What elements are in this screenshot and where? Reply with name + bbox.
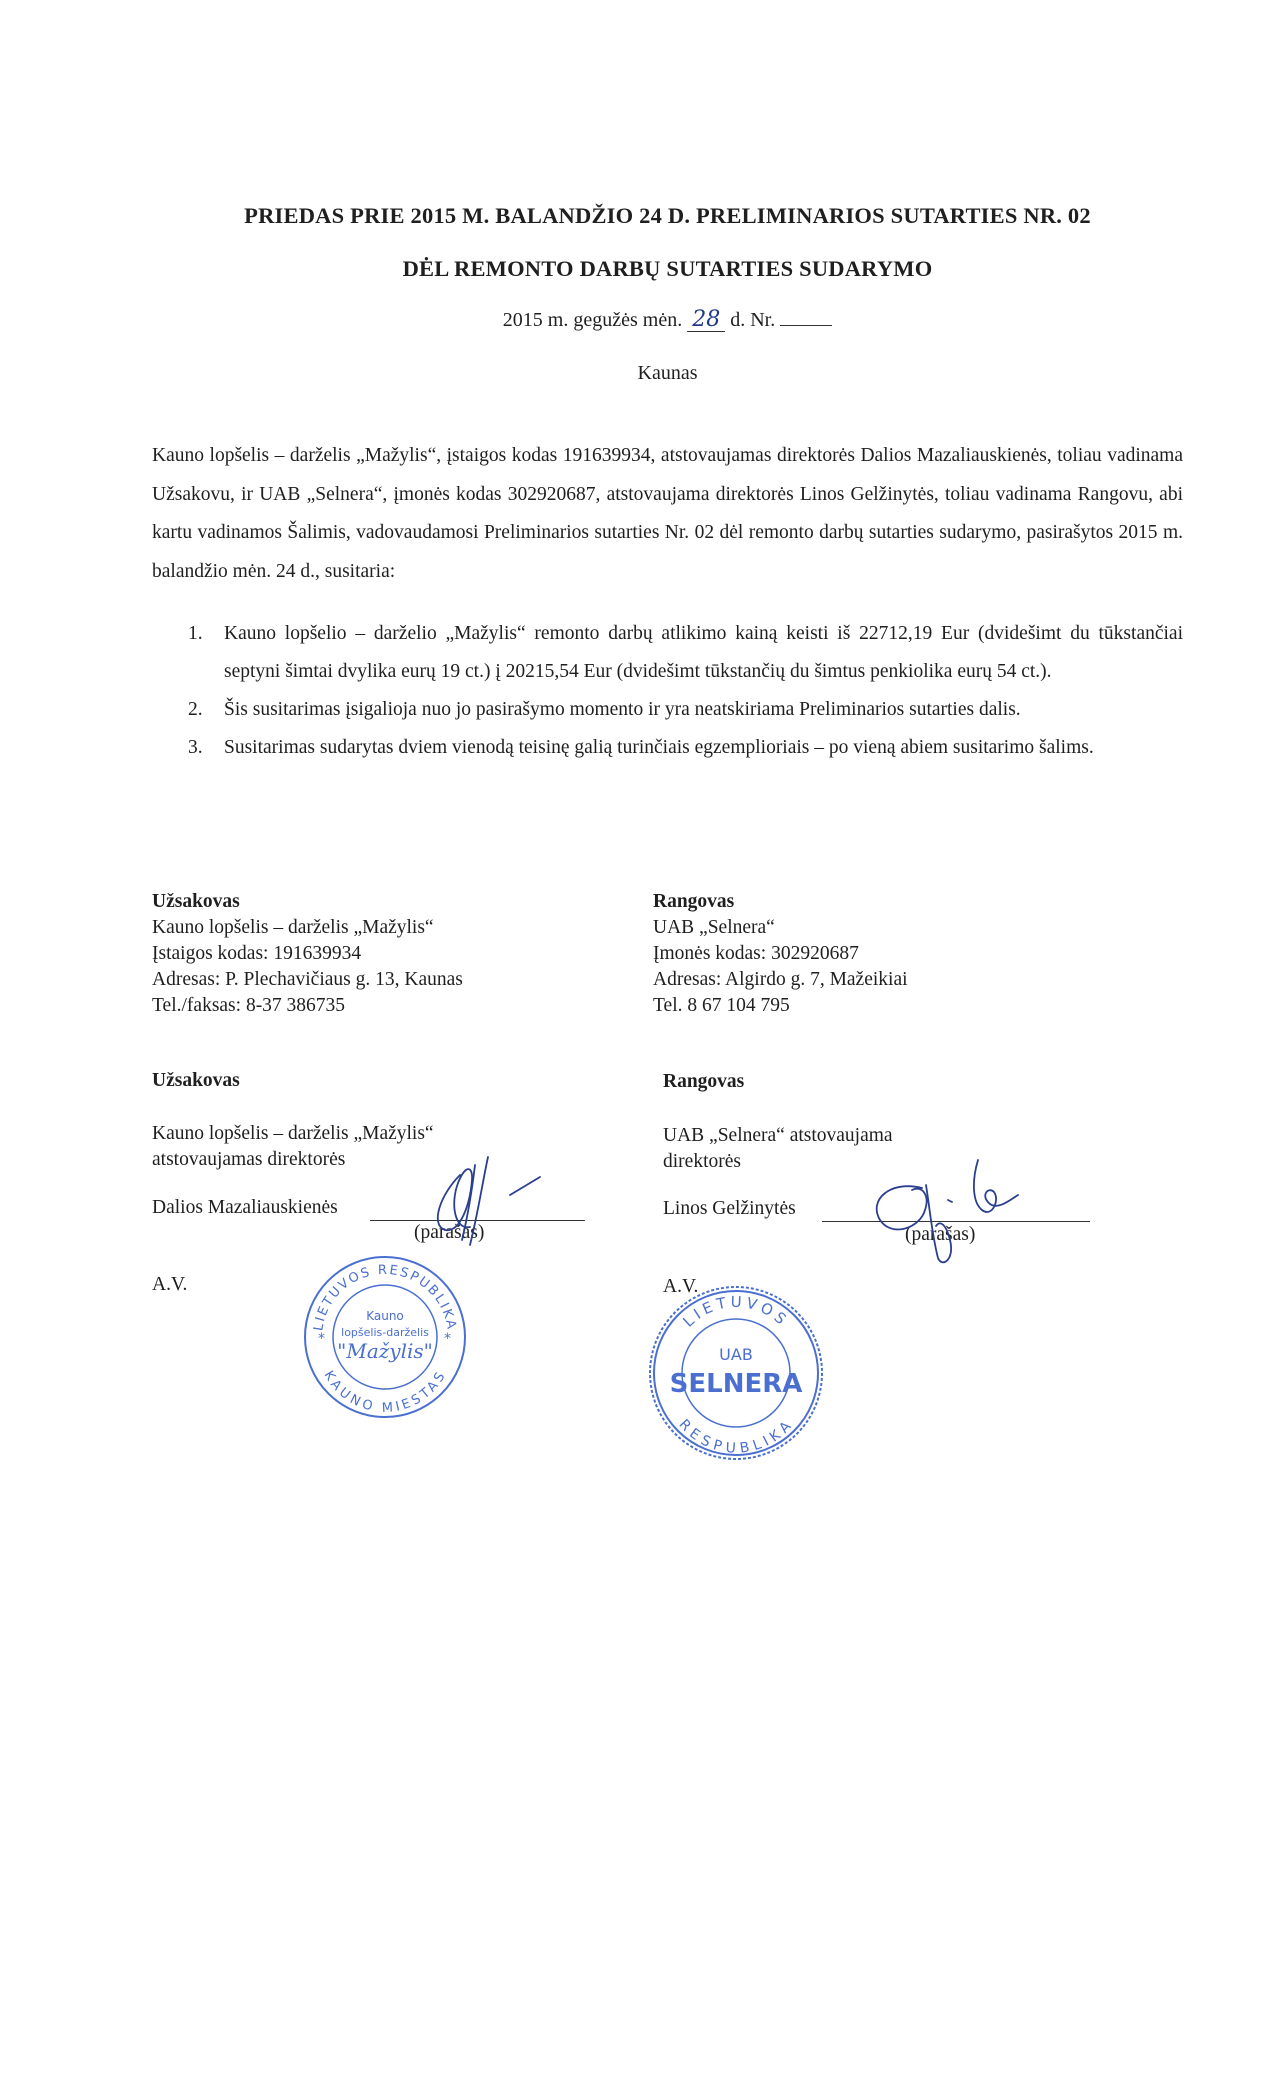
document-title-line2: DĖL REMONTO DARBŲ SUTARTIES SUDARYMO	[402, 256, 933, 281]
customer-name: Kauno lopšelis – darželis „Mažylis“	[152, 917, 434, 938]
signer-name-customer: Dalios Mazaliauskienės	[152, 1197, 338, 1218]
agreement-items	[152, 615, 1183, 767]
star-icon: *	[444, 1331, 451, 1347]
date-day: 28	[687, 309, 725, 332]
stamp-top-text: LIETUVOS RESPUBLIKA	[311, 1262, 459, 1332]
stamp-inner-line2: lopšelis-darželis	[341, 1326, 429, 1339]
seal-label-customer: A.V.	[152, 1274, 188, 1295]
item-text: Kauno lopšelio – darželio „Mažylis“ remonto darbų atlikimo kainą keisti iš 22712,19 Eur (dvidešimt du tūkstančiai septyni šimtai dvylika eurų 19 ct.) į 20215,54 Eur (dvidešimt tūkstančių du šimtus penkiolika eurų 54 ct.).	[224, 623, 1183, 682]
signature-caption-customer: (parašas)	[414, 1222, 485, 1243]
document-number-blank	[780, 309, 832, 326]
svg-text:KAUNO MIESTAS	[321, 1368, 450, 1416]
signature-org-line1: Kauno lopšelis – darželis „Mažylis“	[152, 1123, 434, 1144]
item-number: 3.	[188, 737, 203, 758]
contractor-heading: Rangovas	[653, 891, 735, 912]
signature-org-line2: direktorės	[663, 1151, 741, 1172]
stamp-inner-line1: Kauno	[366, 1309, 404, 1323]
contractor-signature-icon	[860, 1140, 1035, 1270]
signature-org-line1: UAB „Selnera“ atstovaujama	[663, 1125, 893, 1146]
customer-phone: Tel./faksas: 8-37 386735	[152, 995, 346, 1016]
list-item	[152, 729, 1183, 767]
city: Kaunas	[637, 362, 698, 384]
list-item	[152, 615, 1183, 691]
stamp-top-text: LIETUVOS	[679, 1292, 793, 1331]
customer-heading: Užsakovas	[152, 891, 240, 912]
signer-name-contractor: Linos Gelžinytės	[663, 1198, 796, 1219]
signature-caption-contractor: (parašas)	[905, 1224, 976, 1245]
stamp-inner-line3: "Mažylis"	[337, 1339, 433, 1363]
document-title-line1: PRIEDAS PRIE 2015 M. BALANDŽIO 24 D. PRELIMINARIOS SUTARTIES NR. 02	[244, 203, 1091, 228]
signature-org-customer	[152, 1121, 434, 1173]
contractor-code: Įmonės kodas: 302920687	[653, 943, 859, 964]
contractor-name: UAB „Selnera“	[653, 917, 775, 938]
list-item	[152, 691, 1183, 729]
stamp-bottom-text: KAUNO MIESTAS	[320, 1368, 450, 1417]
svg-text:LIETUVOS	[679, 1293, 792, 1331]
svg-text:RESPUBLIKA	[676, 1417, 797, 1457]
item-number: 2.	[188, 699, 203, 720]
stamp-inner-line2: SELNERA	[669, 1369, 803, 1399]
item-text: Šis susitarimas įsigalioja nuo jo pasirašymo momento ir yra neatskiriama Preliminarios sutarties dalis.	[224, 699, 1021, 720]
contractor-address: Adresas: Algirdo g. 7, Mažeikiai	[653, 969, 908, 990]
customer-code: Įstaigos kodas: 191639934	[152, 943, 362, 964]
item-number: 1.	[188, 623, 203, 644]
signature-heading-contractor: Rangovas	[663, 1071, 745, 1092]
seal-label-contractor: A.V.	[663, 1276, 699, 1297]
contractor-details	[653, 889, 908, 1019]
stamp-inner-line1: UAB	[719, 1345, 753, 1364]
customer-signature-icon	[400, 1135, 560, 1265]
signature-org-line2: atstovaujamas direktorės	[152, 1149, 346, 1170]
contractor-stamp	[643, 1280, 829, 1466]
intro-paragraph: Kauno lopšelis – darželis „Mažylis“, įstaigos kodas 191639934, atstovaujamas direktorės Dalios Mazaliauskienės, toliau vadinama Užsakovu, ir UAB „Selnera“, įmonės kodas 302920687, atstovaujama direktorės Linos Gelžinytės, toliau vadinama Rangovu, abi kartu vadinamos Šalimis, vadovaudamosi Preliminarios sutarties Nr. 02 dėl remonto darbų sutarties sudarymo, pasirašytos 2015 m. balandžio mėn. 24 d., susitaria:	[152, 445, 1183, 582]
customer-address: Adresas: P. Plechavičiaus g. 13, Kaunas	[152, 969, 463, 990]
date-line	[0, 309, 1275, 332]
signature-heading-customer: Užsakovas	[152, 1070, 240, 1091]
customer-stamp	[300, 1252, 470, 1422]
date-prefix: 2015 m. gegužės mėn.	[502, 309, 683, 331]
customer-details	[152, 889, 463, 1019]
star-icon: *	[318, 1331, 325, 1347]
stamp-bottom-text: RESPUBLIKA	[675, 1416, 797, 1457]
signature-org-contractor	[663, 1123, 893, 1175]
contractor-phone: Tel. 8 67 104 795	[653, 995, 790, 1016]
item-text: Susitarimas sudarytas dviem vienodą teisinę galią turinčiais egzemplioriais – po vieną abiem susitarimo šalims.	[224, 737, 1094, 758]
date-suffix: d. Nr.	[730, 309, 776, 331]
